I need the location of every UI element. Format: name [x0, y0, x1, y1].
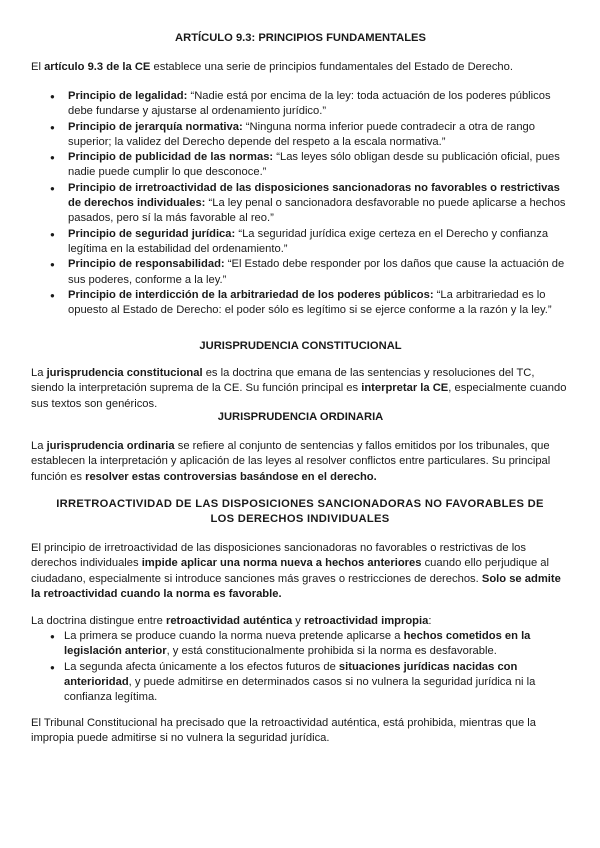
section-heading-jo: JURISPRUDENCIA ORDINARIA [217, 411, 384, 423]
list-item: ● La primera se produce cuando la norma nueva pretende aplicarse a hechos cometidos en la legislación anterior, y está constitucionalmente prohibida si la norma es desfavorable. [31, 629, 570, 660]
jc-paragraph: La jurisprudencia constitucional es la doctrina que emana de las sentencias y resoluciones del TC, siendo la interpretación suprema de la CE. Su función principal es interpretar la CE, especialmente cuando sus textos son genéricos. [31, 367, 567, 410]
list-item: ● Principio de irretroactividad de las disposiciones sancionadoras no favorables o restrictivas de derechos individuales: “La ley penal o sancionadora desfavorable no puede aplicarse a hechos pasados, pero sí la más favorable al reo.” [31, 181, 570, 227]
retroactivity-list [31, 629, 570, 705]
irr-paragraph-2: La doctrina distingue entre retroactividad auténtica y retroactividad impropia: [31, 615, 432, 627]
page-title: ARTÍCULO 9.3: PRINCIPIOS FUNDAMENTALES [175, 32, 426, 44]
list-item: ● Principio de responsabilidad: “El Estado debe responder por los daños que cause la actuación de sus poderes, conforme a la ley.” [31, 257, 570, 288]
irr-paragraph-1: El principio de irretroactividad de las disposiciones sancionadoras no favorables o restrictivas de los derechos individuales impide aplicar una norma nueva a hechos anteriores cuando ello perjudique al ciudadano, especialmente si introduce sanciones más graves o restricciones de derechos. Solo se admite la retroactividad cuando la norma es favorable. [31, 542, 561, 600]
list-item: ● Principio de interdicción de la arbitrariedad de los poderes públicos: “La arbitrariedad es lo opuesto al Estado de Derecho: el poder sólo es legítimo si se ejerce conforme a la razón y la ley.” [31, 288, 570, 319]
intro-paragraph: El artículo 9.3 de la CE establece una serie de principios fundamentales del Estado de Derecho. [31, 61, 513, 73]
section-heading-jc: JURISPRUDENCIA CONSTITUCIONAL [199, 340, 402, 352]
section-heading-irr: IRRETROACTIVIDAD DE LAS DISPOSICIONES SANCIONADORAS NO FAVORABLES DE LOS DERECHOS INDIVIDUALES [56, 498, 544, 526]
list-item: ● Principio de jerarquía normativa: “Ninguna norma inferior puede contradecir a otra de rango superior; la validez del Derecho depende del respeto a la escala normativa.” [31, 120, 570, 151]
list-item: ● La segunda afecta únicamente a los efectos futuros de situaciones jurídicas nacidas con anterioridad, y puede admitirse en determinados casos si no vulnera la seguridad jurídica ni la confianza legítima. [31, 660, 570, 706]
jo-paragraph: La jurisprudencia ordinaria se refiere al conjunto de sentencias y fallos emitidos por los tribunales, que establecen la interpretación y aplicación de las leyes al resolver conflictos entre particulares. Su principal función es resolver estas controversias basándose en el derecho. [31, 440, 551, 483]
list-item: ● Principio de publicidad de las normas: “Las leyes sólo obligan desde su publicación oficial, pues nadie puede cumplir lo que desconoce.” [31, 150, 570, 181]
list-item: ● Principio de legalidad: “Nadie está por encima de la ley: toda actuación de los poderes públicos debe fundarse y ajustarse al ordenamiento jurídico.” [31, 89, 570, 120]
principles-list [31, 89, 570, 318]
irr-paragraph-3: El Tribunal Constitucional ha precisado que la retroactividad auténtica, está prohibida, mientras que la impropia puede admitirse si no vulnera la seguridad jurídica. [31, 717, 536, 745]
list-item: ● Principio de seguridad jurídica: “La seguridad jurídica exige certeza en el Derecho y confianza legítima en la estabilidad del ordenamiento.” [31, 227, 570, 258]
